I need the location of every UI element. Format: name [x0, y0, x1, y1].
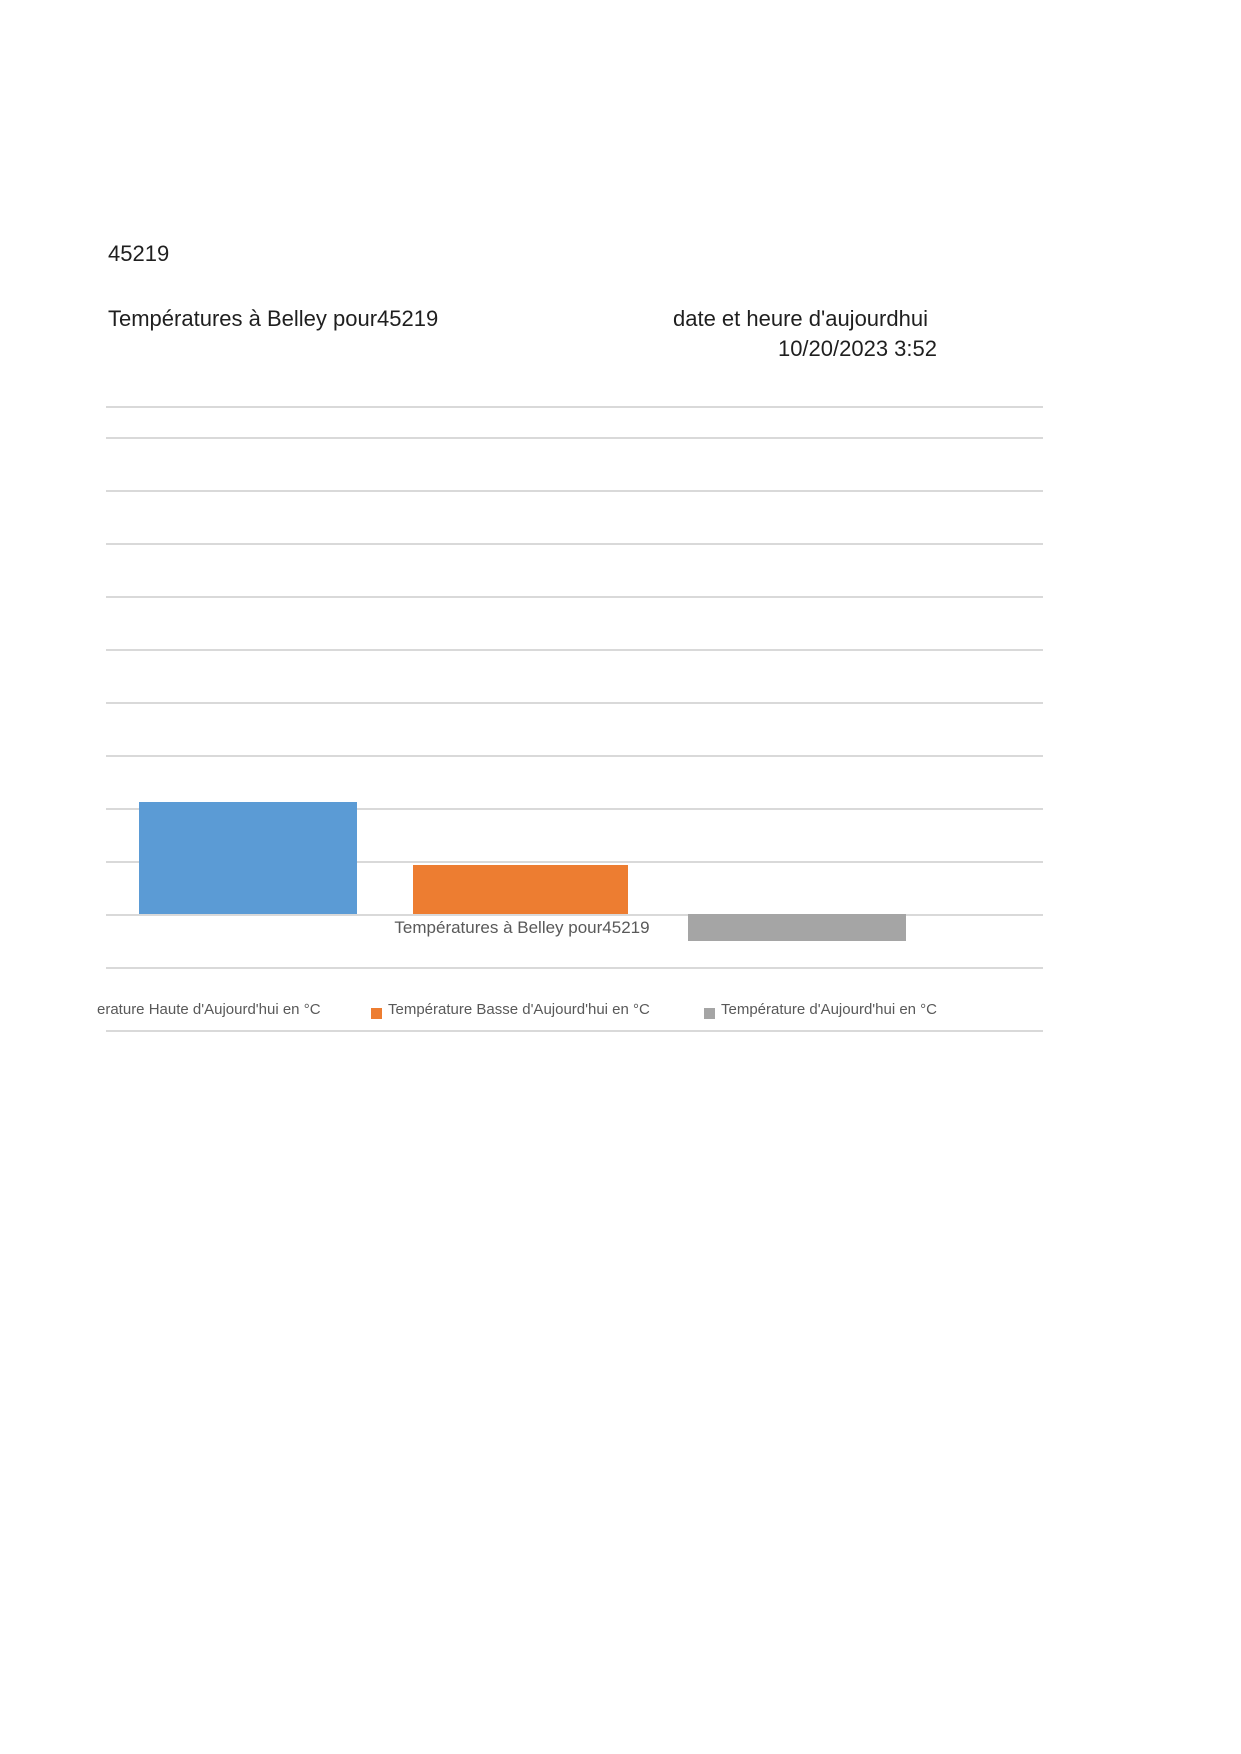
gridline	[106, 755, 1043, 757]
gridline	[106, 543, 1043, 545]
legend-item-temp-haute: erature Haute d'Aujourd'hui en °C	[97, 1001, 321, 1018]
bar-temperature-basse	[413, 865, 628, 914]
legend-swatch-temp-basse	[371, 1008, 382, 1019]
bar-temperature-haute	[139, 802, 357, 914]
gridline	[106, 702, 1043, 704]
gridline	[106, 437, 1043, 439]
gridline	[106, 490, 1043, 492]
date-header-value: 10/20/2023 3:52	[777, 336, 937, 361]
legend-item-temp-basse: Température Basse d'Aujourd'hui en °C	[388, 1001, 650, 1018]
date-header-label: date et heure d'aujourdhui	[673, 306, 928, 331]
bar-temperature-actuelle	[688, 914, 906, 941]
temperature-bar-chart	[97, 400, 1043, 1060]
header-chart-caption: Températures à Belley pour45219	[108, 306, 439, 331]
cell-date-serial: 45219	[108, 241, 170, 266]
gridline	[106, 596, 1043, 598]
chart-bottom-border-line	[106, 1030, 1043, 1032]
gridline	[106, 406, 1043, 408]
legend-swatch-temp-actuelle	[704, 1008, 715, 1019]
category-axis-label: Températures à Belley pour45219	[394, 918, 650, 937]
gridline	[106, 967, 1043, 969]
legend-item-temp-actuelle: Température d'Aujourd'hui en °C	[721, 1001, 938, 1018]
gridline	[106, 649, 1043, 651]
